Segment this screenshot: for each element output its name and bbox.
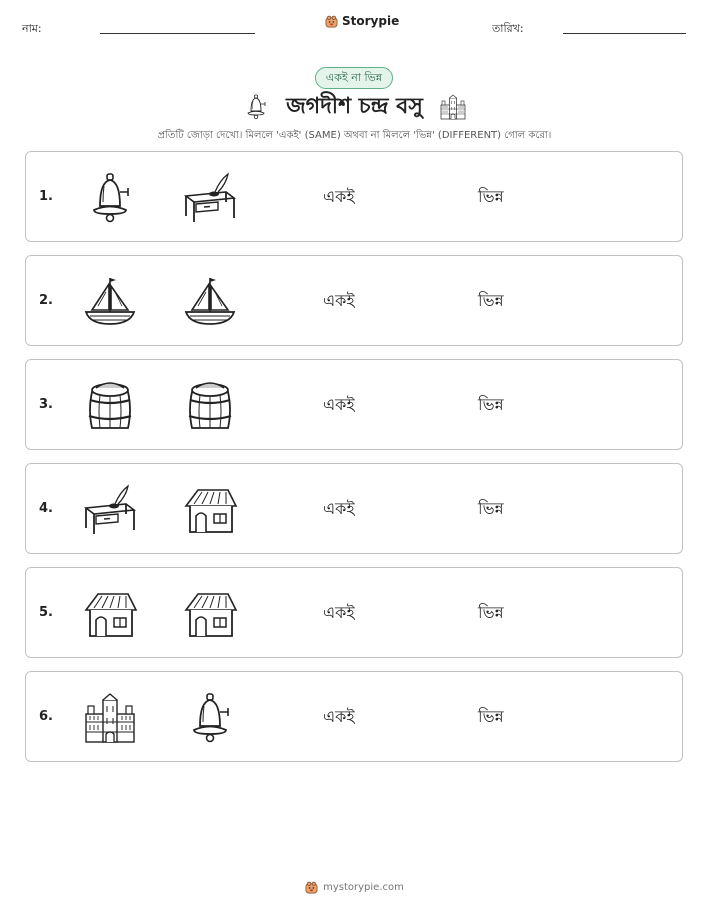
date-line[interactable]	[563, 33, 686, 34]
name-line[interactable]	[100, 33, 255, 34]
question-row	[25, 255, 683, 346]
different-option[interactable]: ভিন্ন	[478, 603, 504, 622]
barrel-icon	[182, 378, 238, 434]
bell-icon	[182, 690, 238, 746]
house-icon	[182, 482, 238, 538]
question-row	[25, 463, 683, 554]
question-number: 3.	[39, 397, 53, 412]
footer-url: mystorypie.com	[323, 882, 404, 893]
house-icon	[182, 586, 238, 642]
question-row	[25, 567, 683, 658]
brand-logo	[325, 14, 399, 28]
footer	[0, 881, 709, 894]
storypie-logo-icon	[305, 881, 318, 894]
question-number: 5.	[39, 605, 53, 620]
worksheet-type-badge: একই না ভিন্ন	[315, 67, 393, 89]
different-option[interactable]: ভিন্ন	[478, 707, 504, 726]
desk-icon	[82, 482, 138, 538]
different-option[interactable]: ভিন্ন	[478, 187, 504, 206]
house-icon	[82, 586, 138, 642]
bell-icon	[82, 170, 138, 226]
different-option[interactable]: ভিন্ন	[478, 291, 504, 310]
date-label: তারিখ:	[492, 22, 524, 35]
desk-icon	[182, 170, 238, 226]
question-row	[25, 151, 683, 242]
same-option[interactable]: একই	[323, 707, 355, 726]
sailboat-icon	[82, 274, 138, 330]
same-option[interactable]: একই	[323, 291, 355, 310]
building-icon	[82, 690, 138, 746]
question-number: 4.	[39, 501, 53, 516]
question-row	[25, 671, 683, 762]
page-title: জগদীশ চন্দ্র বসু	[286, 93, 423, 119]
question-number: 2.	[39, 293, 53, 308]
barrel-icon	[82, 378, 138, 434]
question-row	[25, 359, 683, 450]
same-option[interactable]: একই	[323, 395, 355, 414]
building-icon	[439, 93, 467, 121]
same-option[interactable]: একই	[323, 603, 355, 622]
brand-name: Storypie	[342, 14, 400, 28]
question-number: 6.	[39, 709, 53, 724]
same-option[interactable]: একই	[323, 499, 355, 518]
different-option[interactable]: ভিন্ন	[478, 499, 504, 518]
question-number: 1.	[39, 189, 53, 204]
bell-icon	[242, 93, 270, 121]
title-row	[0, 90, 709, 124]
instructions: প্রতিটি জোড়া দেখো। মিললে 'একই' (SAME) অথবা না মিললে 'ভিন্ন' (DIFFERENT) গোল করো।	[157, 130, 552, 141]
sailboat-icon	[182, 274, 238, 330]
storypie-logo-icon	[325, 15, 338, 28]
different-option[interactable]: ভিন্ন	[478, 395, 504, 414]
same-option[interactable]: একই	[323, 187, 355, 206]
name-label: নাম:	[22, 22, 42, 35]
